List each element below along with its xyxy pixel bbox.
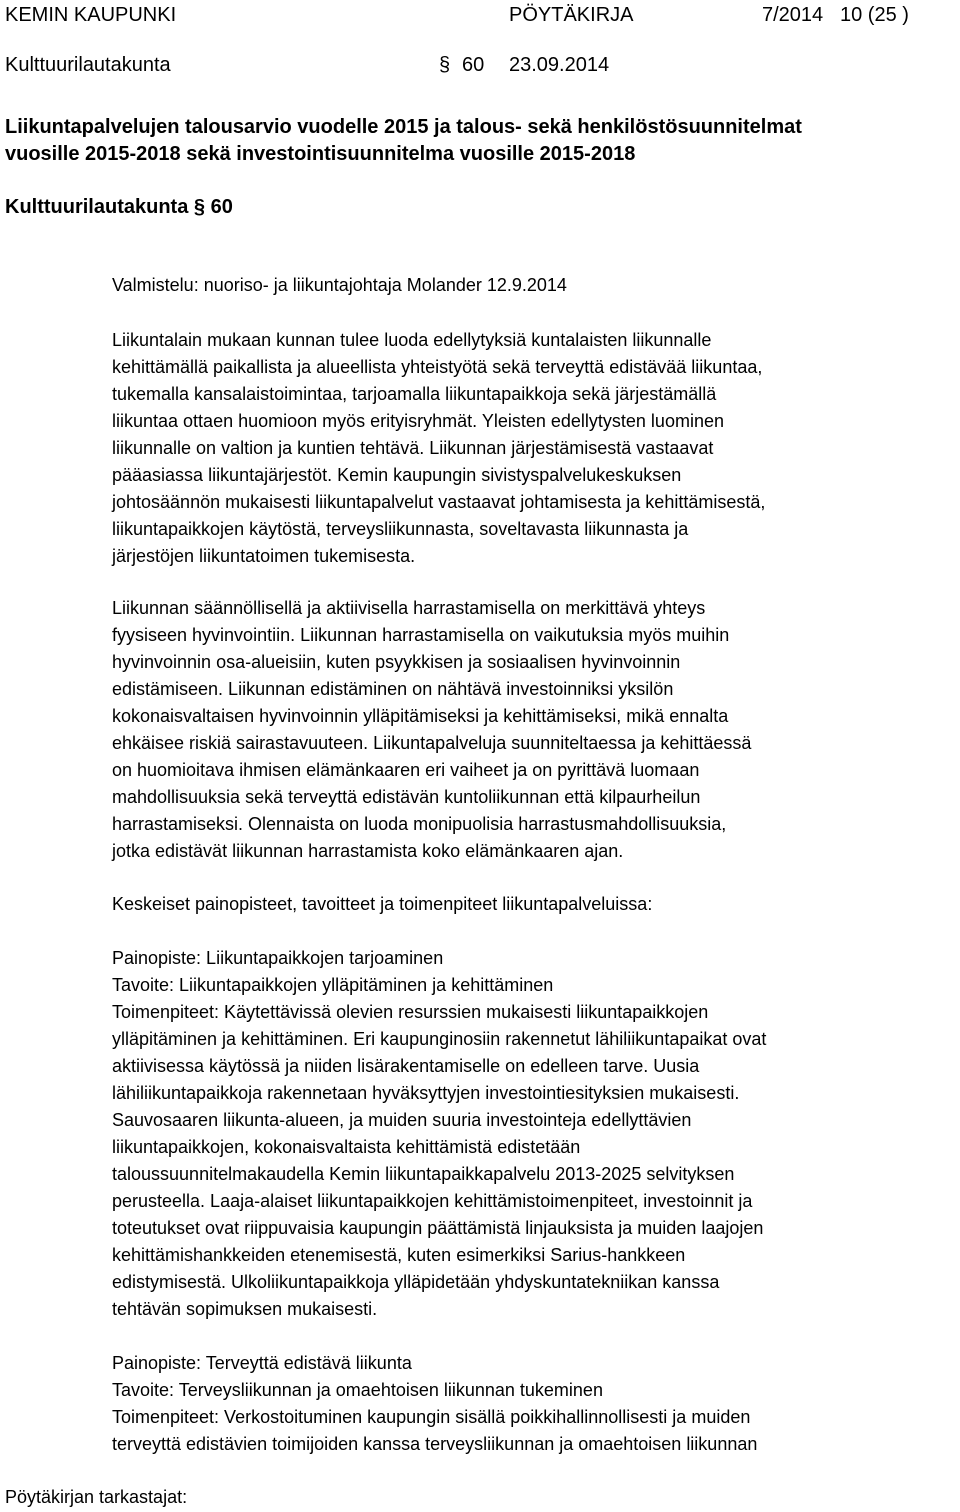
minutes-reviewers-label: Pöytäkirjan tarkastajat: xyxy=(5,1487,188,1507)
body-line: lähiliikuntapaikkoja rakennetaan hyväksyttyjen investointiesityksien mukaisesti. xyxy=(112,1083,740,1103)
body-line: edistämiseen. Liikunnan edistäminen on nähtävä investoinniksi yksilön xyxy=(112,679,674,699)
body-line: hyvinvoinnin osa-alueisiin, kuten psyykkisen ja sosiaalisen hyvinvoinnin xyxy=(112,652,681,672)
body-line: Liikunnan säännöllisellä ja aktiivisella harrastamisella on merkittävä yhteys xyxy=(112,598,706,618)
body-line: Keskeiset painopisteet, tavoitteet ja toimenpiteet liikuntapalveluissa: xyxy=(112,894,653,914)
organization-name: KEMIN KAUPUNKI xyxy=(5,4,177,26)
body-line: Toimenpiteet: Verkostoituminen kaupungin sisällä poikkihallinnollisesti ja muiden xyxy=(112,1407,751,1427)
document-type: PÖYTÄKIRJA xyxy=(509,4,634,26)
body-line: pääasiassa liikuntajärjestöt. Kemin kaupungin sivistyspalvelukeskuksen xyxy=(112,465,682,485)
document-number: 7/2014 xyxy=(762,4,824,26)
body-line: liikuntaa ottaen huomioon myös erityisryhmät. Yleisten edellytysten luominen xyxy=(112,411,724,431)
item-title-line-2: vuosille 2015-2018 sekä investointisuunnitelma vuosille 2015-2018 xyxy=(5,143,636,165)
body-line: taloussuunnitelmakaudella Kemin liikuntapaikkapalvelu 2013-2025 selvityksen xyxy=(112,1164,735,1184)
body-line: Liikuntalain mukaan kunnan tulee luoda edellytyksiä kuntalaisten liikunnalle xyxy=(112,330,712,350)
body-line: Toimenpiteet: Käytettävissä olevien resurssien mukaisesti liikuntapaikkojen xyxy=(112,1002,709,1022)
body-line: johtosäännön mukaisesti liikuntapalvelut vastaavat johtamisesta ja kehittämisestä, xyxy=(112,492,766,512)
body-line: on huomioitava ihmisen elämänkaaren eri vaiheet ja on pyrittävä luomaan xyxy=(112,760,700,780)
body-line: Tavoite: Terveysliikunnan ja omaehtoisen liikunnan tukeminen xyxy=(112,1380,603,1400)
body-line: Painopiste: Liikuntapaikkojen tarjoaminen xyxy=(112,948,444,968)
body-line: kokonaisvaltaisen hyvinvoinnin ylläpitämiseksi ja kehittämiseksi, mikä ennalta xyxy=(112,706,729,726)
body-line: kehittämishankkeiden etenemisestä, kuten esimerkiksi Sarius-hankkeen xyxy=(112,1245,686,1265)
body-line: liikuntapaikkojen, kokonaisvaltaista kehittämistä edistetään xyxy=(112,1137,581,1157)
body-line: liikuntapaikkojen käytöstä, terveysliikunnasta, soveltavasta liikunnasta ja xyxy=(112,519,689,539)
section-number: 60 xyxy=(462,54,485,76)
meeting-date: 23.09.2014 xyxy=(509,54,610,76)
body-line: fyysiseen hyvinvointiin. Liikunnan harrastamisella on vaikutuksia myös muihin xyxy=(112,625,730,645)
section-heading: Kulttuurilautakunta § 60 xyxy=(5,196,233,218)
committee-name: Kulttuurilautakunta xyxy=(5,54,171,76)
body-line: perusteella. Laaja-alaiset liikuntapaikkojen kehittämistoimenpiteet, investoinnit ja xyxy=(112,1191,753,1211)
section-symbol: § xyxy=(439,54,451,76)
body-line: Painopiste: Terveyttä edistävä liikunta xyxy=(112,1353,412,1373)
body-line: tehtävän sopimuksen mukaisesti. xyxy=(112,1299,378,1319)
body-line: järjestöjen liikuntatoimen tukemisesta. xyxy=(112,546,416,566)
body-line: terveyttä edistävien toimijoiden kanssa terveysliikunnan ja omaehtoisen liikunnan xyxy=(112,1434,758,1454)
body-line: ylläpitäminen ja kehittäminen. Eri kaupunginosiin rakennetut lähiliikuntapaikat ovat xyxy=(112,1029,767,1049)
body-line: jotka edistävät liikunnan harrastamista koko elämänkaaren ajan. xyxy=(112,841,624,861)
body-line: liikunnalle on valtion ja kuntien tehtävä. Liikunnan järjestämisestä vastaavat xyxy=(112,438,714,458)
body-line: aktiivisessa käytössä ja niiden lisärakentamiselle on edelleen tarve. Uusia xyxy=(112,1056,700,1076)
body-line: Tavoite: Liikuntapaikkojen ylläpitäminen ja kehittäminen xyxy=(112,975,554,995)
body-line: tukemalla kansalaistoimintaa, tarjoamalla liikuntapaikkoja sekä järjestämällä xyxy=(112,384,717,404)
page-number: 10 (25 ) xyxy=(840,4,909,26)
body-line: mahdollisuuksia sekä terveyttä edistävän kuntoliikunnan että kilpaurheilun xyxy=(112,787,701,807)
body-line: kehittämällä paikallista ja alueellista yhteistyötä sekä terveyttä edistävää liikuntaa, xyxy=(112,357,763,377)
body-line: edistymisestä. Ulkoliikuntapaikkoja ylläpidetään yhdyskuntatekniikan kanssa xyxy=(112,1272,720,1292)
preparation-note: Valmistelu: nuoriso- ja liikuntajohtaja Molander 12.9.2014 xyxy=(112,275,567,295)
body-line: toteutukset ovat riippuvaisia kaupungin päättämistä linjauksista ja muiden laajojen xyxy=(112,1218,764,1238)
item-title-line-1: Liikuntapalvelujen talousarvio vuodelle 2015 ja talous- sekä henkilöstösuunnitelmat xyxy=(5,116,802,138)
body-line: harrastamiseksi. Olennaista on luoda monipuolisia harrastusmahdollisuuksia, xyxy=(112,814,727,834)
body-line: Sauvosaaren liikunta-alueen, ja muiden suuria investointeja edellyttävien xyxy=(112,1110,692,1130)
body-line: ehkäisee riskiä sairastavuuteen. Liikuntapalveluja suunniteltaessa ja kehittäessä xyxy=(112,733,752,753)
